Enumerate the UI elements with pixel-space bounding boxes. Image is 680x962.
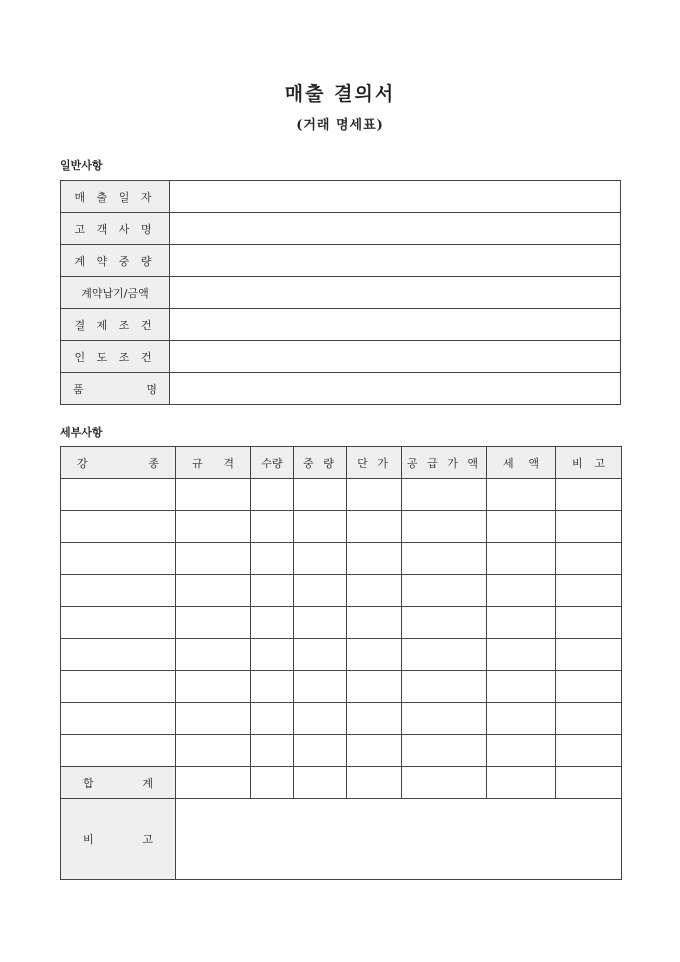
table-cell[interactable] (61, 671, 176, 703)
table-cell[interactable] (251, 575, 294, 607)
table-cell[interactable] (487, 607, 556, 639)
table-cell[interactable] (402, 607, 487, 639)
table-cell[interactable] (556, 671, 622, 703)
table-row (61, 341, 621, 373)
contract-weight-label: 계 약 중 량 (61, 245, 170, 277)
table-row (61, 671, 622, 703)
table-cell[interactable] (347, 767, 402, 799)
table-row (61, 245, 621, 277)
table-cell[interactable] (251, 511, 294, 543)
table-cell[interactable] (61, 511, 176, 543)
table-cell[interactable] (402, 767, 487, 799)
table-cell[interactable] (402, 543, 487, 575)
table-cell[interactable] (556, 735, 622, 767)
column-header-spec: 규 격 (176, 447, 251, 479)
table-cell[interactable] (294, 575, 347, 607)
table-cell[interactable] (251, 671, 294, 703)
table-cell[interactable] (294, 607, 347, 639)
table-cell[interactable] (176, 479, 251, 511)
table-cell[interactable] (61, 703, 176, 735)
document-subtitle: (거래 명세표) (296, 118, 384, 133)
table-cell[interactable] (402, 639, 487, 671)
general-section-title: 일반사항 (60, 159, 103, 172)
contract-weight-field[interactable] (170, 245, 621, 277)
table-header-row (61, 447, 622, 479)
table-cell[interactable] (251, 639, 294, 671)
product-name-field[interactable] (170, 373, 621, 405)
table-cell[interactable] (347, 607, 402, 639)
table-cell[interactable] (251, 767, 294, 799)
table-cell[interactable] (487, 575, 556, 607)
table-cell[interactable] (61, 607, 176, 639)
table-row (61, 479, 622, 511)
table-cell[interactable] (176, 703, 251, 735)
table-cell[interactable] (294, 479, 347, 511)
table-cell[interactable] (487, 735, 556, 767)
contract-deadline-amount-field[interactable] (170, 277, 621, 309)
table-cell[interactable] (347, 671, 402, 703)
sales-date-label: 매 출 일 자 (61, 181, 170, 213)
table-cell[interactable] (487, 479, 556, 511)
table-cell[interactable] (294, 543, 347, 575)
column-header-weight: 중 량 (294, 447, 347, 479)
total-row (61, 767, 622, 799)
table-cell[interactable] (487, 671, 556, 703)
table-cell[interactable] (487, 639, 556, 671)
table-row (61, 181, 621, 213)
table-cell[interactable] (402, 671, 487, 703)
column-header-remarks: 비 고 (556, 447, 622, 479)
customer-name-field[interactable] (170, 213, 621, 245)
table-cell[interactable] (347, 511, 402, 543)
table-cell[interactable] (347, 639, 402, 671)
table-cell[interactable] (251, 543, 294, 575)
table-cell[interactable] (294, 671, 347, 703)
table-cell[interactable] (294, 511, 347, 543)
detail-table (60, 446, 622, 880)
column-header-unit-price: 단 가 (347, 447, 402, 479)
table-cell[interactable] (556, 607, 622, 639)
table-row (61, 639, 622, 671)
delivery-terms-label: 인 도 조 건 (61, 341, 170, 373)
table-cell[interactable] (176, 767, 251, 799)
sales-date-field[interactable] (170, 181, 621, 213)
table-cell[interactable] (251, 479, 294, 511)
table-row (61, 703, 622, 735)
table-row (61, 511, 622, 543)
table-row (61, 543, 622, 575)
table-cell[interactable] (347, 703, 402, 735)
table-cell[interactable] (294, 767, 347, 799)
table-cell[interactable] (402, 511, 487, 543)
table-row (61, 373, 621, 405)
table-cell[interactable] (487, 543, 556, 575)
table-cell[interactable] (556, 639, 622, 671)
table-cell[interactable] (402, 479, 487, 511)
table-row (61, 735, 622, 767)
table-cell[interactable] (347, 735, 402, 767)
table-cell[interactable] (487, 511, 556, 543)
table-cell[interactable] (61, 735, 176, 767)
table-cell[interactable] (556, 543, 622, 575)
table-cell[interactable] (176, 671, 251, 703)
contract-deadline-amount-label: 계약납기/금액 (61, 277, 170, 309)
table-cell[interactable] (402, 735, 487, 767)
table-cell[interactable] (556, 575, 622, 607)
payment-terms-field[interactable] (170, 309, 621, 341)
table-cell[interactable] (61, 575, 176, 607)
remarks-label: 비 고 (61, 799, 176, 880)
customer-name-label: 고 객 사 명 (61, 213, 170, 245)
detail-section-title: 세부사항 (60, 426, 103, 439)
table-cell[interactable] (251, 607, 294, 639)
table-cell[interactable] (176, 639, 251, 671)
total-label: 합 계 (61, 767, 176, 799)
table-cell[interactable] (556, 479, 622, 511)
table-row (61, 309, 621, 341)
table-row (61, 213, 621, 245)
table-cell[interactable] (487, 703, 556, 735)
table-cell[interactable] (347, 575, 402, 607)
table-cell[interactable] (347, 543, 402, 575)
table-cell[interactable] (294, 703, 347, 735)
table-cell[interactable] (402, 575, 487, 607)
column-header-supply-amount: 공 급 가 액 (402, 447, 487, 479)
table-cell[interactable] (556, 703, 622, 735)
table-cell[interactable] (176, 607, 251, 639)
table-cell[interactable] (61, 639, 176, 671)
table-cell[interactable] (251, 735, 294, 767)
delivery-terms-field[interactable] (170, 341, 621, 373)
table-cell[interactable] (294, 735, 347, 767)
payment-terms-label: 결 제 조 건 (61, 309, 170, 341)
remarks-row (61, 799, 622, 880)
column-header-quantity: 수량 (251, 447, 294, 479)
table-cell[interactable] (176, 543, 251, 575)
table-cell[interactable] (556, 511, 622, 543)
table-cell[interactable] (176, 511, 251, 543)
table-cell[interactable] (347, 479, 402, 511)
table-cell[interactable] (402, 703, 487, 735)
table-row (61, 607, 622, 639)
table-row (61, 575, 622, 607)
general-info-table (60, 180, 621, 405)
table-cell[interactable] (176, 735, 251, 767)
remarks-field[interactable] (176, 799, 622, 880)
product-name-label: 품 명 (61, 373, 170, 405)
table-cell[interactable] (487, 767, 556, 799)
table-row (61, 277, 621, 309)
document-title: 매출 결의서 (284, 83, 396, 105)
table-cell[interactable] (556, 767, 622, 799)
column-header-tax: 세 액 (487, 447, 556, 479)
table-cell[interactable] (251, 703, 294, 735)
table-cell[interactable] (61, 479, 176, 511)
table-cell[interactable] (294, 639, 347, 671)
column-header-steel-grade: 강 종 (61, 447, 176, 479)
table-cell[interactable] (176, 575, 251, 607)
table-cell[interactable] (61, 543, 176, 575)
